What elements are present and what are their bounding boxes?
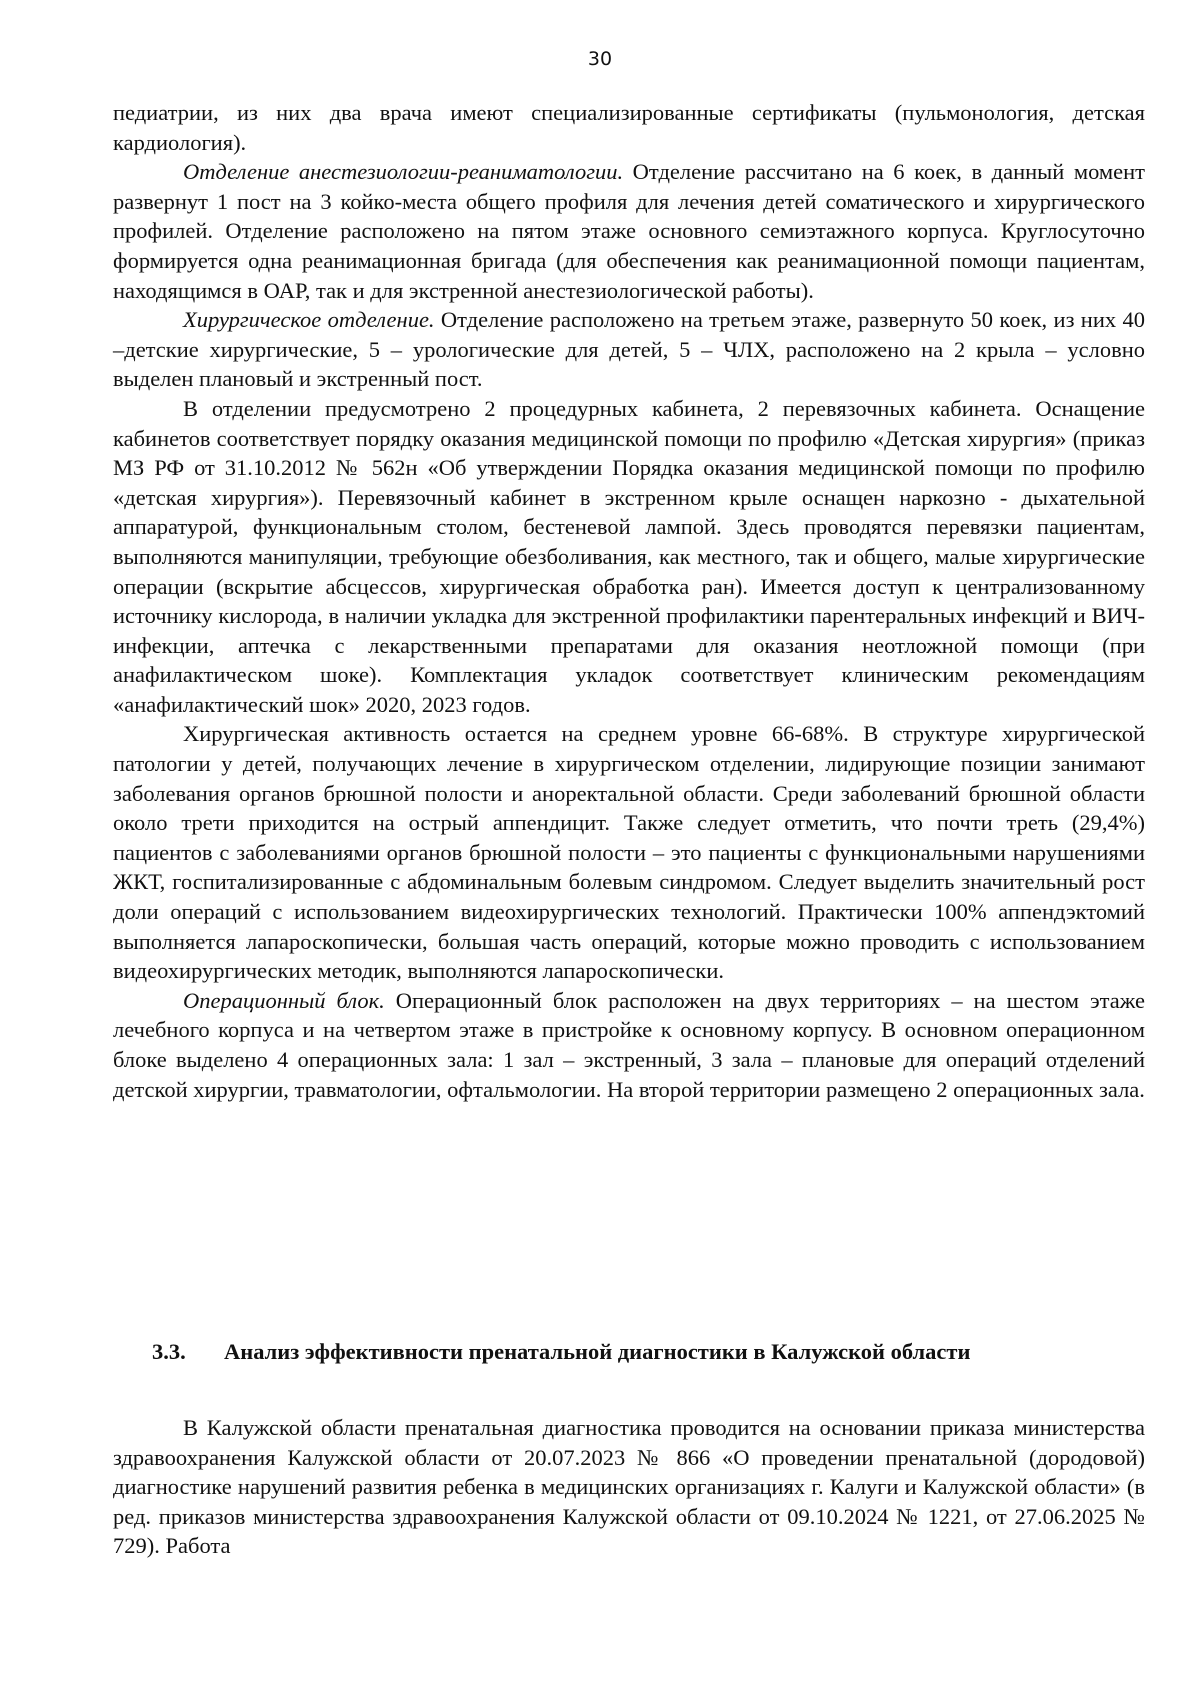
paragraph-operating-block — [113, 986, 1145, 1104]
paragraph-lead: Операционный блок. — [183, 987, 385, 1013]
paragraph-lead: Хирургическое отделение. — [183, 307, 435, 333]
paragraph-text: Хирургическая активность остается на среднем уровне 66-68%. В структуре хирургической патологии у детей, получающих лечение в хирургическом отделении, лидирующие позиции занимают заболевания органов брюшной полости и аноректальной области. Среди заболеваний брюшной области около трети приходится на острый аппендицит. Также следует отметить, что почти треть (29,4%) пациентов с заболеваниями органов брюшной полости – это пациенты с функциональными нарушениями ЖКТ, госпитализированные с абдоминальным болевым синдромом. Следует выделить значительный рост доли операций с использованием видеохирургических технологий. Практически 100% аппендэктомий выполняется лапароскопически, большая часть операций, которые можно проводить с использованием видеохирургических методик, выполняются лапароскопически. — [113, 721, 1145, 984]
paragraph-procedure-rooms — [113, 394, 1145, 720]
paragraph-text: В Калужской области пренатальная диагностика проводится на основании приказа министерства здравоохранения Калужской области от 20.07.2023 № 866 «О проведении пренатальной (дородовой) диагностике нарушений развития ребенка в медицинских организациях г. Калуги и Калужской области» (в ред. приказов министерства здравоохранения Калужской области от 09.10.2024 № 1221, от 27.06.2025 № 729). Работа — [113, 1415, 1145, 1559]
paragraph-text: Отделение рассчитано на 6 коек, в данный момент развернут 1 пост на 3 койко-места общего профиля для лечения детей соматического и хирургического профилей. Отделение расположено на пятом этаже основного семиэтажного корпуса. Круглосуточно формируется одна реанимационная бригада (для обеспечения как реанимационной помощи пациентам, находящимся в ОАР, так и для экстренной анестезиологической работы). — [113, 159, 1145, 303]
paragraph-pediatrics-continuation — [113, 98, 1145, 157]
section-number: 3.3. — [152, 1339, 186, 1364]
paragraph-text: Операционный блок расположен на двух территориях – на шестом этаже лечебного корпуса и на четвертом этаже в пристройке к основному корпусу. В основном операционном блоке выделено 4 операционных зала: 1 зал – экстренный, 3 зала – плановые для операций отделений детской хирургии, травматологии, офтальмологии. На второй территории размещено 2 операционных зала. — [113, 987, 1145, 1102]
paragraph-text: педиатрии, из них два врача имеют специализированные сертификаты (пульмонология, детская кардиология). — [113, 100, 1145, 155]
section-body-text — [113, 1413, 1145, 1561]
paragraph-surgical-department — [113, 305, 1145, 394]
paragraph-lead: Отделение анестезиологии-реаниматологии. — [183, 159, 624, 185]
section-title: Анализ эффективности пренатальной диагностики в Калужской области — [224, 1339, 971, 1364]
section-heading — [152, 1337, 1152, 1367]
page-number: 30 — [587, 48, 613, 70]
paragraph-text: Отделение расположено на третьем этаже, развернуто 50 коек, из них 40 –детские хирургические, 5 – урологические для детей, 5 – ЧЛХ, расположено на 2 крыла – условно выделен плановый и экстренный пост. — [113, 307, 1146, 392]
paragraph-surgical-activity — [113, 719, 1145, 985]
paragraph-text: В отделении предусмотрено 2 процедурных кабинета, 2 перевязочных кабинета. Оснащение кабинетов соответствует порядку оказания медицинской помощи по профилю «Детская хирургия» (приказ МЗ РФ от 31.10.2012 № 562н «Об утверждении Порядка оказания медицинской помощи по профилю «детская хирургия»). Перевязочный кабинет в экстренном крыле оснащен наркозно - дыхательной аппаратурой, функциональным столом, бестеневой лампой. Здесь проводятся перевязки пациентам, выполняются манипуляции, требующие обезболивания, как местного, так и общего, малые хирургические операции (вскрытие абсцессов, хирургическая обработка ран). Имеется доступ к централизованному источнику кислорода, в наличии укладка для экстренной профилактики парентеральных инфекций и ВИЧ-инфекции, аптечка с лекарственными препаратами для оказания неотложной помощи (при анафилактическом шоке). Комплектация укладок соответствует клиническим рекомендациям «анафилактический шок» 2020, 2023 годов. — [113, 395, 1145, 717]
body-text — [113, 98, 1145, 1104]
paragraph-anesthesiology — [113, 157, 1145, 305]
paragraph-prenatal-diagnostics — [113, 1413, 1145, 1561]
